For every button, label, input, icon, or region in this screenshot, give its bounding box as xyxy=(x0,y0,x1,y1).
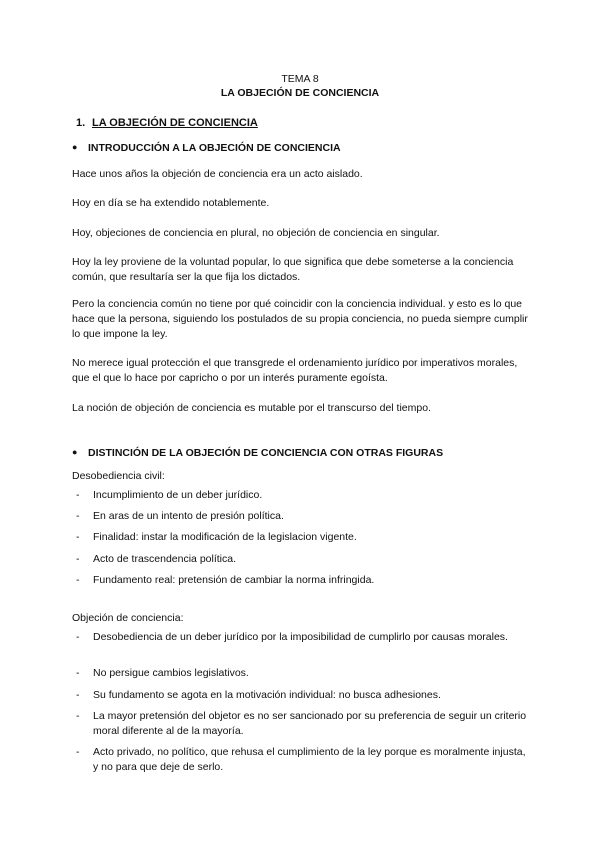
list-item: - No persigue cambios legislativos. xyxy=(76,667,249,679)
list-item: - Incumplimiento de un deber jurídico. xyxy=(76,489,263,501)
list-item: - Finalidad: instar la modificación de la legislacion vigente. xyxy=(76,531,357,543)
dash-icon: - xyxy=(76,553,80,565)
bullet-icon: ● xyxy=(72,447,78,457)
list-item: - Su fundamento se agota en la motivación individual: no busca adhesiones. xyxy=(76,689,441,701)
list-item: - Desobediencia de un deber jurídico por la imposibilidad de cumplirlo por causas morales. xyxy=(76,631,508,643)
paragraph: Hoy la ley proviene de la voluntad popular, lo que significa que debe someterse a la conciencia común, que resultaría ser la que fija los dictados. xyxy=(72,256,514,283)
dash-icon: - xyxy=(76,710,80,722)
subsection-heading-distincion xyxy=(72,447,443,459)
section-title: LA OBJECIÓN DE CONCIENCIA xyxy=(92,117,258,129)
topic-number: TEMA 8 xyxy=(281,73,319,85)
paragraph: Hace unos años la objeción de conciencia era un acto aislado. xyxy=(72,168,363,180)
dash-icon: - xyxy=(76,746,80,758)
dash-icon: - xyxy=(76,574,80,586)
paragraph: No merece igual protección el que transgrede el ordenamiento jurídico por imperativos morales, que el que lo hace por capricho o por un interés puramente egoísta. xyxy=(72,357,518,384)
list-item: - Fundamento real: pretensión de cambiar la norma infringida. xyxy=(76,574,375,586)
paragraph: Hoy en día se ha extendido notablemente. xyxy=(72,197,270,209)
paragraph: Pero la conciencia común no tiene por qué coincidir con la conciencia individual. y esto es lo que hace que la persona, siguiendo los postulados de su propia conciencia, no pueda siempre cumplir lo que impone la ley. xyxy=(72,298,528,340)
section-heading xyxy=(76,117,258,129)
bullet-icon: ● xyxy=(72,142,78,152)
list-label-civil: Desobediencia civil: xyxy=(72,470,165,482)
paragraph: La noción de objeción de conciencia es mutable por el transcurso del tiempo. xyxy=(72,402,431,414)
dash-icon: - xyxy=(76,489,80,501)
dash-icon: - xyxy=(76,531,80,543)
dash-icon: - xyxy=(76,667,80,679)
dash-icon: - xyxy=(76,689,80,701)
subsection-heading-intro xyxy=(72,142,341,154)
paragraph: Hoy, objeciones de conciencia en plural, no objeción de conciencia en singular. xyxy=(72,227,440,239)
subsection-title: INTRODUCCIÓN A LA OBJECIÓN DE CONCIENCIA xyxy=(88,142,341,154)
dash-icon: - xyxy=(76,631,80,643)
list-label-objecion: Objeción de conciencia: xyxy=(72,612,184,624)
list-item: - Acto de trascendencia política. xyxy=(76,553,237,565)
list-item: - En aras de un intento de presión política. xyxy=(76,510,284,522)
list-item: - Acto privado, no político, que rehusa el cumplimiento de la ley porque es moralmente injusta, y no para que deje de serlo. xyxy=(76,746,526,773)
dash-icon: - xyxy=(76,510,80,522)
section-number: 1. xyxy=(76,117,86,129)
subsection-title: DISTINCIÓN DE LA OBJECIÓN DE CONCIENCIA CON OTRAS FIGURAS xyxy=(88,447,444,459)
document-title: LA OBJECIÓN DE CONCIENCIA xyxy=(220,87,380,99)
list-item: - La mayor pretensión del objetor es no ser sancionado por su preferencia de seguir un criterio moral diferente al de la mayoría. xyxy=(76,710,527,737)
